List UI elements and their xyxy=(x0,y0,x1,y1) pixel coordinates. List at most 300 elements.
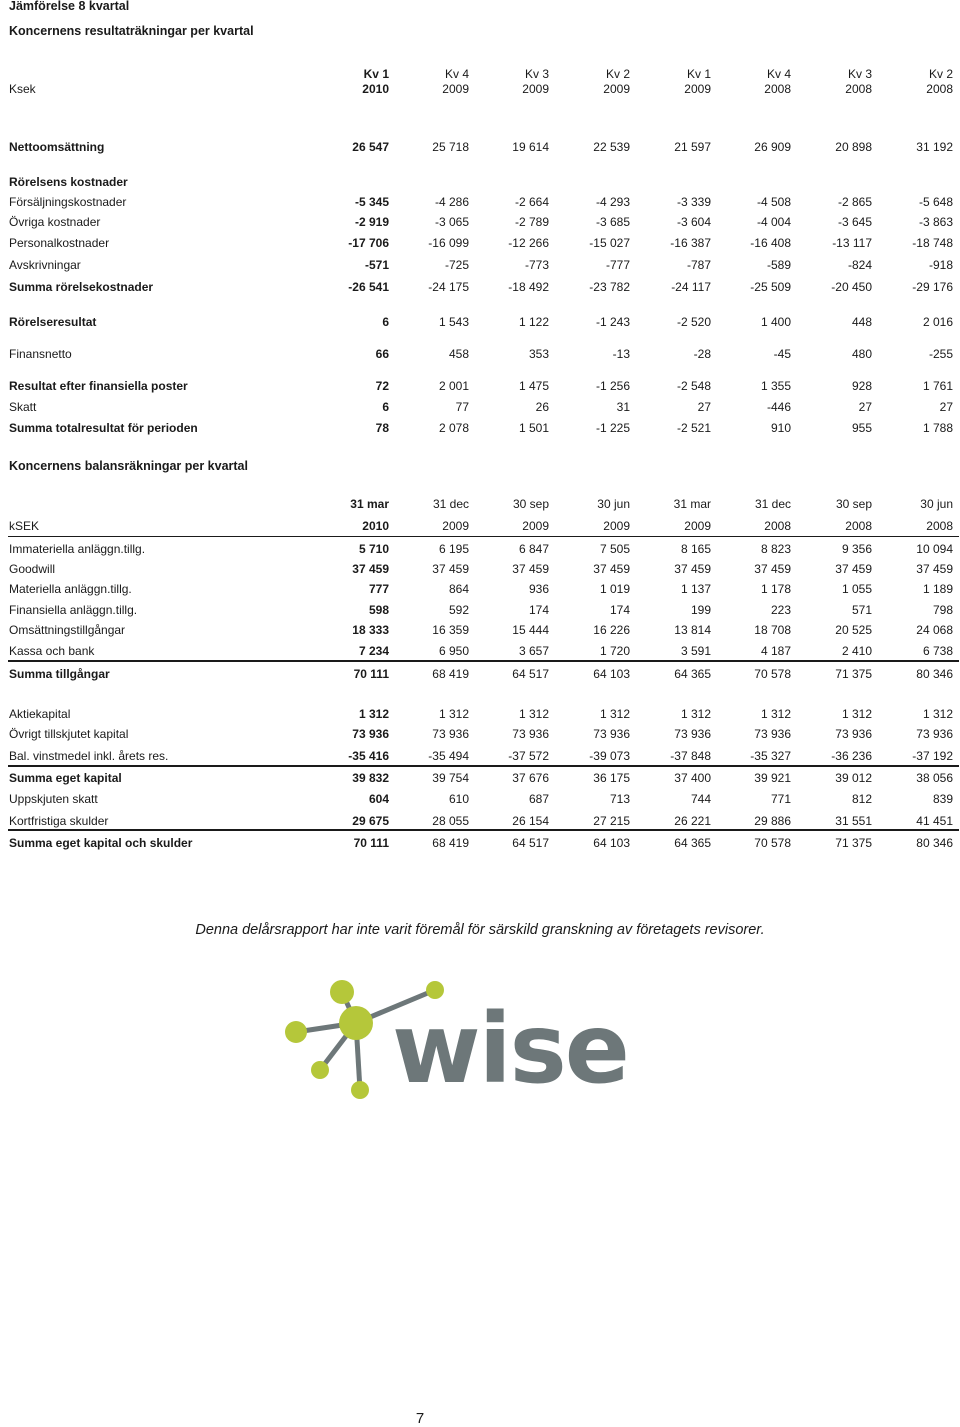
cell-value: 1 543 xyxy=(438,315,469,329)
row-label: Uppskjuten skatt xyxy=(9,792,98,806)
cell-value: 66 xyxy=(375,347,389,361)
header-year: 2009 xyxy=(442,519,469,533)
cell-value: -37 572 xyxy=(508,749,549,763)
cell-value: 73 936 xyxy=(593,727,630,741)
cell-value: -18 748 xyxy=(912,236,953,250)
cell-value: -1 225 xyxy=(595,421,630,435)
header-date: 30 sep xyxy=(512,497,549,511)
cell-value: -39 073 xyxy=(589,749,630,763)
cell-value: 37 459 xyxy=(916,562,953,576)
header-quarter: Kv 1 xyxy=(686,67,711,81)
header-quarter: Kv 2 xyxy=(605,67,630,81)
balance-header-years xyxy=(0,518,960,534)
income-row xyxy=(0,399,960,415)
cell-value: -2 664 xyxy=(514,195,549,209)
header-year: 2008 xyxy=(764,519,791,533)
cell-value: 27 xyxy=(939,400,953,414)
row-label: Avskrivningar xyxy=(9,258,81,272)
cell-value: 73 936 xyxy=(352,727,389,741)
cell-value: 18 708 xyxy=(754,623,791,637)
cell-value: 71 375 xyxy=(835,667,872,681)
liabilities-total-rule xyxy=(8,829,959,831)
balance-row xyxy=(0,726,960,742)
cell-value: 1 788 xyxy=(922,421,953,435)
cell-value: -15 027 xyxy=(589,236,630,250)
row-label: Summa eget kapital xyxy=(9,771,122,785)
header-date: 31 mar xyxy=(673,497,711,511)
cell-value: -12 266 xyxy=(508,236,549,250)
cell-value: 37 400 xyxy=(674,771,711,785)
cell-value: 1 312 xyxy=(680,707,711,721)
income-row xyxy=(0,346,960,362)
cell-value: -2 520 xyxy=(676,315,711,329)
income-row xyxy=(0,235,960,251)
cell-value: 448 xyxy=(851,315,872,329)
cell-value: 31 192 xyxy=(916,140,953,154)
cell-value: 73 936 xyxy=(835,727,872,741)
row-label: Immateriella anläggn.tillg. xyxy=(9,542,146,556)
header-year: 2010 xyxy=(362,82,389,96)
cell-value: -3 065 xyxy=(434,215,469,229)
cell-value: 80 346 xyxy=(916,836,953,850)
wise-logo xyxy=(270,960,670,1130)
cell-value: 26 221 xyxy=(674,814,711,828)
cell-value: 27 xyxy=(697,400,711,414)
header-year: 2008 xyxy=(845,82,872,96)
header-year: 2008 xyxy=(926,519,953,533)
cell-value: 199 xyxy=(690,603,711,617)
cell-value: 6 xyxy=(382,315,389,329)
income-unit: Ksek xyxy=(9,82,36,96)
header-year: 2009 xyxy=(684,82,711,96)
header-year: 2009 xyxy=(684,519,711,533)
row-label: Summa tillgångar xyxy=(9,667,110,681)
header-year: 2009 xyxy=(442,82,469,96)
cell-value: -26 541 xyxy=(348,280,389,294)
cell-value: 37 676 xyxy=(512,771,549,785)
row-label: Aktiekapital xyxy=(9,707,71,721)
cell-value: 71 375 xyxy=(835,836,872,850)
cell-value: 41 451 xyxy=(916,814,953,828)
balance-row xyxy=(0,835,960,851)
cell-value: 73 936 xyxy=(754,727,791,741)
cell-value: 25 718 xyxy=(432,140,469,154)
cell-value: 1 312 xyxy=(438,707,469,721)
balance-row xyxy=(0,748,960,764)
cell-value: 68 419 xyxy=(432,667,469,681)
cell-value: 7 505 xyxy=(599,542,630,556)
cell-value: 928 xyxy=(851,379,872,393)
cell-value: -35 416 xyxy=(348,749,389,763)
cell-value: 19 614 xyxy=(512,140,549,154)
cell-value: 29 886 xyxy=(754,814,791,828)
row-label: Personalkostnader xyxy=(9,236,110,250)
cell-value: 571 xyxy=(851,603,872,617)
cell-value: 22 539 xyxy=(593,140,630,154)
cell-value: -773 xyxy=(524,258,549,272)
income-header-quarters xyxy=(0,66,960,82)
cell-value: 8 165 xyxy=(680,542,711,556)
cell-value: 6 847 xyxy=(518,542,549,556)
cell-value: -787 xyxy=(686,258,711,272)
cell-value: 2 016 xyxy=(922,315,953,329)
cell-value: 2 410 xyxy=(841,644,872,658)
cell-value: -4 508 xyxy=(756,195,791,209)
row-label: Rörelseresultat xyxy=(9,315,97,329)
assets-total-rule xyxy=(8,660,959,662)
cell-value: -45 xyxy=(773,347,791,361)
cell-value: 16 359 xyxy=(432,623,469,637)
cell-value: -2 865 xyxy=(837,195,872,209)
cell-value: -3 339 xyxy=(676,195,711,209)
header-year: 2008 xyxy=(926,82,953,96)
cell-value: 864 xyxy=(448,582,469,596)
cell-value: -1 243 xyxy=(595,315,630,329)
row-label: Finansiella anläggn.tillg. xyxy=(9,603,138,617)
cell-value: 27 215 xyxy=(593,814,630,828)
cell-value: -2 789 xyxy=(514,215,549,229)
row-label: Försäljningskostnader xyxy=(9,195,127,209)
balance-row xyxy=(0,666,960,682)
header-quarter: Kv 4 xyxy=(766,67,791,81)
cell-value: 31 551 xyxy=(835,814,872,828)
cell-value: 64 517 xyxy=(512,836,549,850)
cell-value: 598 xyxy=(368,603,389,617)
row-label: Bal. vinstmedel inkl. årets res. xyxy=(9,749,169,763)
balance-row xyxy=(0,813,960,829)
cell-value: -571 xyxy=(364,258,389,272)
balance-unit: kSEK xyxy=(9,519,40,533)
balance-row xyxy=(0,602,960,618)
cell-value: 80 346 xyxy=(916,667,953,681)
cell-value: 18 333 xyxy=(352,623,389,637)
cell-value: 64 103 xyxy=(593,667,630,681)
cell-value: 20 525 xyxy=(835,623,872,637)
row-label: Övriga kostnader xyxy=(9,215,101,229)
disclaimer-text: Denna delårsrapport har inte varit föremål för särskild granskning av företagets revisorer. xyxy=(195,922,765,938)
cell-value: -16 387 xyxy=(670,236,711,250)
cell-value: 1 019 xyxy=(599,582,630,596)
cell-value: -3 863 xyxy=(918,215,953,229)
cell-value: 73 936 xyxy=(432,727,469,741)
row-label: Nettoomsättning xyxy=(9,140,105,154)
cell-value: 610 xyxy=(448,792,469,806)
cell-value: 1 501 xyxy=(518,421,549,435)
income-row xyxy=(0,314,960,330)
cell-value: -2 521 xyxy=(676,421,711,435)
cell-value: -725 xyxy=(444,258,469,272)
cell-value: 2 001 xyxy=(438,379,469,393)
cell-value: 37 459 xyxy=(593,562,630,576)
balance-header-rule xyxy=(8,536,959,537)
cell-value: 1 761 xyxy=(922,379,953,393)
row-label: Summa totalresultat för perioden xyxy=(9,421,198,435)
cell-value: -24 117 xyxy=(671,280,711,294)
cell-value: 39 012 xyxy=(835,771,872,785)
cell-value: 1 312 xyxy=(760,707,791,721)
cell-value: 910 xyxy=(770,421,791,435)
cell-value: 5 710 xyxy=(358,542,389,556)
cell-value: -3 645 xyxy=(837,215,872,229)
cell-value: 64 103 xyxy=(593,836,630,850)
cell-value: -446 xyxy=(766,400,791,414)
cell-value: 1 400 xyxy=(760,315,791,329)
cell-value: -5 345 xyxy=(354,195,389,209)
cell-value: 3 657 xyxy=(518,644,549,658)
cell-value: 812 xyxy=(851,792,872,806)
cell-value: 1 178 xyxy=(760,582,791,596)
cell-value: 6 738 xyxy=(922,644,953,658)
cell-value: 20 898 xyxy=(835,140,872,154)
cell-value: 36 175 xyxy=(593,771,630,785)
header-year: 2010 xyxy=(362,519,389,533)
income-row xyxy=(0,194,960,210)
cell-value: -255 xyxy=(928,347,953,361)
income-statement-title: Koncernens resultaträkningar per kvartal xyxy=(9,24,254,38)
cell-value: -28 xyxy=(693,347,711,361)
logo-wordmark: wise xyxy=(392,993,628,1105)
cell-value: 3 591 xyxy=(680,644,711,658)
cell-value: 37 459 xyxy=(352,562,389,576)
income-row xyxy=(0,279,960,295)
cell-value: 16 226 xyxy=(593,623,630,637)
cell-value: 9 356 xyxy=(841,542,872,556)
cell-value: 70 111 xyxy=(353,836,389,850)
row-label: Summa rörelsekostnader xyxy=(9,280,154,294)
cell-value: 39 921 xyxy=(754,771,791,785)
income-row xyxy=(0,378,960,394)
cell-value: 26 154 xyxy=(512,814,549,828)
cell-value: 68 419 xyxy=(432,836,469,850)
cell-value: 798 xyxy=(932,603,953,617)
income-row xyxy=(0,214,960,230)
cell-value: 72 xyxy=(375,379,389,393)
cell-value: 21 597 xyxy=(674,140,711,154)
cell-value: 458 xyxy=(448,347,469,361)
cell-value: 64 517 xyxy=(512,667,549,681)
cell-value: 8 823 xyxy=(760,542,791,556)
cell-value: 713 xyxy=(609,792,630,806)
cell-value: 777 xyxy=(368,582,389,596)
cell-value: -4 293 xyxy=(595,195,630,209)
cell-value: 37 459 xyxy=(432,562,469,576)
cell-value: 1 189 xyxy=(922,582,953,596)
cell-value: 73 936 xyxy=(916,727,953,741)
cell-value: -5 648 xyxy=(918,195,953,209)
header-year: 2008 xyxy=(764,82,791,96)
cell-value: -23 782 xyxy=(589,280,630,294)
cell-value: -17 706 xyxy=(348,236,389,250)
row-label: Skatt xyxy=(9,400,37,414)
cell-value: 955 xyxy=(851,421,872,435)
cell-value: -1 256 xyxy=(595,379,630,393)
cell-value: 687 xyxy=(528,792,549,806)
cell-value: 1 312 xyxy=(922,707,953,721)
cell-value: 39 754 xyxy=(432,771,469,785)
comparison-title: Jämförelse 8 kvartal xyxy=(9,0,130,13)
cell-value: 10 094 xyxy=(916,542,953,556)
cell-value: 78 xyxy=(375,421,389,435)
row-label: Kassa och bank xyxy=(9,644,95,658)
row-label: Goodwill xyxy=(9,562,56,576)
row-label: Kortfristiga skulder xyxy=(9,814,109,828)
header-year: 2008 xyxy=(845,519,872,533)
header-year: 2009 xyxy=(603,519,630,533)
cell-value: -24 175 xyxy=(428,280,469,294)
cell-value: 70 578 xyxy=(754,836,791,850)
cell-value: -16 099 xyxy=(428,236,469,250)
cell-value: 936 xyxy=(528,582,549,596)
equity-total-rule xyxy=(8,765,959,767)
header-year: 2009 xyxy=(603,82,630,96)
page-number: 7 xyxy=(415,1410,425,1427)
balance-row xyxy=(0,581,960,597)
balance-row xyxy=(0,770,960,786)
cell-value: 26 909 xyxy=(754,140,791,154)
cell-value: 1 312 xyxy=(599,707,630,721)
header-date: 31 dec xyxy=(754,497,791,511)
cell-value: -3 685 xyxy=(595,215,630,229)
header-quarter: Kv 2 xyxy=(928,67,953,81)
cell-value: 839 xyxy=(932,792,953,806)
cell-value: -13 117 xyxy=(832,236,872,250)
cell-value: 1 137 xyxy=(680,582,711,596)
income-row xyxy=(0,139,960,155)
cell-value: 604 xyxy=(368,792,389,806)
balance-row xyxy=(0,643,960,659)
cell-value: 1 355 xyxy=(760,379,791,393)
cell-value: -37 192 xyxy=(912,749,953,763)
cell-value: 223 xyxy=(770,603,791,617)
balance-row xyxy=(0,791,960,807)
cell-value: 2 078 xyxy=(438,421,469,435)
cell-value: 174 xyxy=(528,603,549,617)
cell-value: 1 312 xyxy=(518,707,549,721)
cell-value: -29 176 xyxy=(912,280,953,294)
cell-value: -4 004 xyxy=(756,215,791,229)
cell-value: 37 459 xyxy=(754,562,791,576)
balance-sheet-title: Koncernens balansräkningar per kvartal xyxy=(9,459,248,473)
income-row xyxy=(0,174,960,190)
cell-value: 24 068 xyxy=(916,623,953,637)
income-row xyxy=(0,257,960,273)
cell-value: -589 xyxy=(766,258,791,272)
cell-value: -35 494 xyxy=(428,749,469,763)
cell-value: 174 xyxy=(609,603,630,617)
cell-value: 353 xyxy=(528,347,549,361)
cell-value: 1 312 xyxy=(358,707,389,721)
header-quarter: Kv 3 xyxy=(524,67,549,81)
cell-value: 73 936 xyxy=(674,727,711,741)
header-year: 2009 xyxy=(522,82,549,96)
cell-value: -18 492 xyxy=(508,280,549,294)
cell-value: 480 xyxy=(851,347,872,361)
cell-value: 27 xyxy=(858,400,872,414)
cell-value: 37 459 xyxy=(512,562,549,576)
row-label: Finansnetto xyxy=(9,347,72,361)
header-quarter: Kv 4 xyxy=(444,67,469,81)
cell-value: 1 475 xyxy=(518,379,549,393)
cell-value: -13 xyxy=(612,347,630,361)
cell-value: -4 286 xyxy=(434,195,469,209)
cell-value: -35 327 xyxy=(750,749,791,763)
cell-value: 1 122 xyxy=(518,315,549,329)
cell-value: 26 547 xyxy=(352,140,389,154)
cell-value: 28 055 xyxy=(432,814,469,828)
cell-value: -16 408 xyxy=(750,236,791,250)
row-label: Övrigt tillskjutet kapital xyxy=(9,727,129,741)
balance-row xyxy=(0,706,960,722)
cell-value: -824 xyxy=(847,258,872,272)
header-date: 31 mar xyxy=(350,497,389,511)
row-label: Resultat efter finansiella poster xyxy=(9,379,188,393)
row-label: Summa eget kapital och skulder xyxy=(9,836,193,850)
header-date: 30 jun xyxy=(920,497,953,511)
cell-value: 38 056 xyxy=(916,771,953,785)
cell-value: -37 848 xyxy=(670,749,711,763)
cell-value: 70 111 xyxy=(353,667,389,681)
cell-value: 6 195 xyxy=(438,542,469,556)
balance-row xyxy=(0,561,960,577)
cell-value: -36 236 xyxy=(831,749,872,763)
cell-value: 7 234 xyxy=(358,644,389,658)
cell-value: 39 832 xyxy=(352,771,389,785)
balance-row xyxy=(0,541,960,557)
cell-value: 744 xyxy=(690,792,711,806)
income-row xyxy=(0,420,960,436)
cell-value: 29 675 xyxy=(352,814,389,828)
balance-header-dates xyxy=(0,496,960,512)
cell-value: 73 936 xyxy=(512,727,549,741)
cell-value: 70 578 xyxy=(754,667,791,681)
cell-value: 13 814 xyxy=(674,623,711,637)
income-header-years xyxy=(0,81,960,97)
cell-value: 37 459 xyxy=(835,562,872,576)
cell-value: -20 450 xyxy=(831,280,872,294)
cell-value: -918 xyxy=(928,258,953,272)
header-date: 30 sep xyxy=(835,497,872,511)
header-quarter: Kv 3 xyxy=(847,67,872,81)
cell-value: -3 604 xyxy=(676,215,711,229)
header-year: 2009 xyxy=(522,519,549,533)
cell-value: 37 459 xyxy=(674,562,711,576)
cell-value: 64 365 xyxy=(674,836,711,850)
cell-value: -25 509 xyxy=(750,280,791,294)
cell-value: 31 xyxy=(616,400,630,414)
cell-value: 592 xyxy=(448,603,469,617)
row-label: Rörelsens kostnader xyxy=(9,175,128,189)
cell-value: 4 187 xyxy=(760,644,791,658)
cell-value: 6 950 xyxy=(438,644,469,658)
balance-row xyxy=(0,622,960,638)
cell-value: 15 444 xyxy=(512,623,549,637)
cell-value: 6 xyxy=(382,400,389,414)
row-label: Materiella anläggn.tillg. xyxy=(9,582,132,596)
row-label: Omsättningstillgångar xyxy=(9,623,126,637)
header-date: 31 dec xyxy=(432,497,469,511)
cell-value: -777 xyxy=(605,258,630,272)
cell-value: 1 055 xyxy=(841,582,872,596)
cell-value: 64 365 xyxy=(674,667,711,681)
cell-value: -2 548 xyxy=(676,379,711,393)
cell-value: 1 312 xyxy=(841,707,872,721)
cell-value: 771 xyxy=(770,792,791,806)
cell-value: 77 xyxy=(455,400,469,414)
cell-value: 1 720 xyxy=(599,644,630,658)
cell-value: 26 xyxy=(535,400,549,414)
header-quarter: Kv 1 xyxy=(363,67,389,81)
header-date: 30 jun xyxy=(597,497,630,511)
